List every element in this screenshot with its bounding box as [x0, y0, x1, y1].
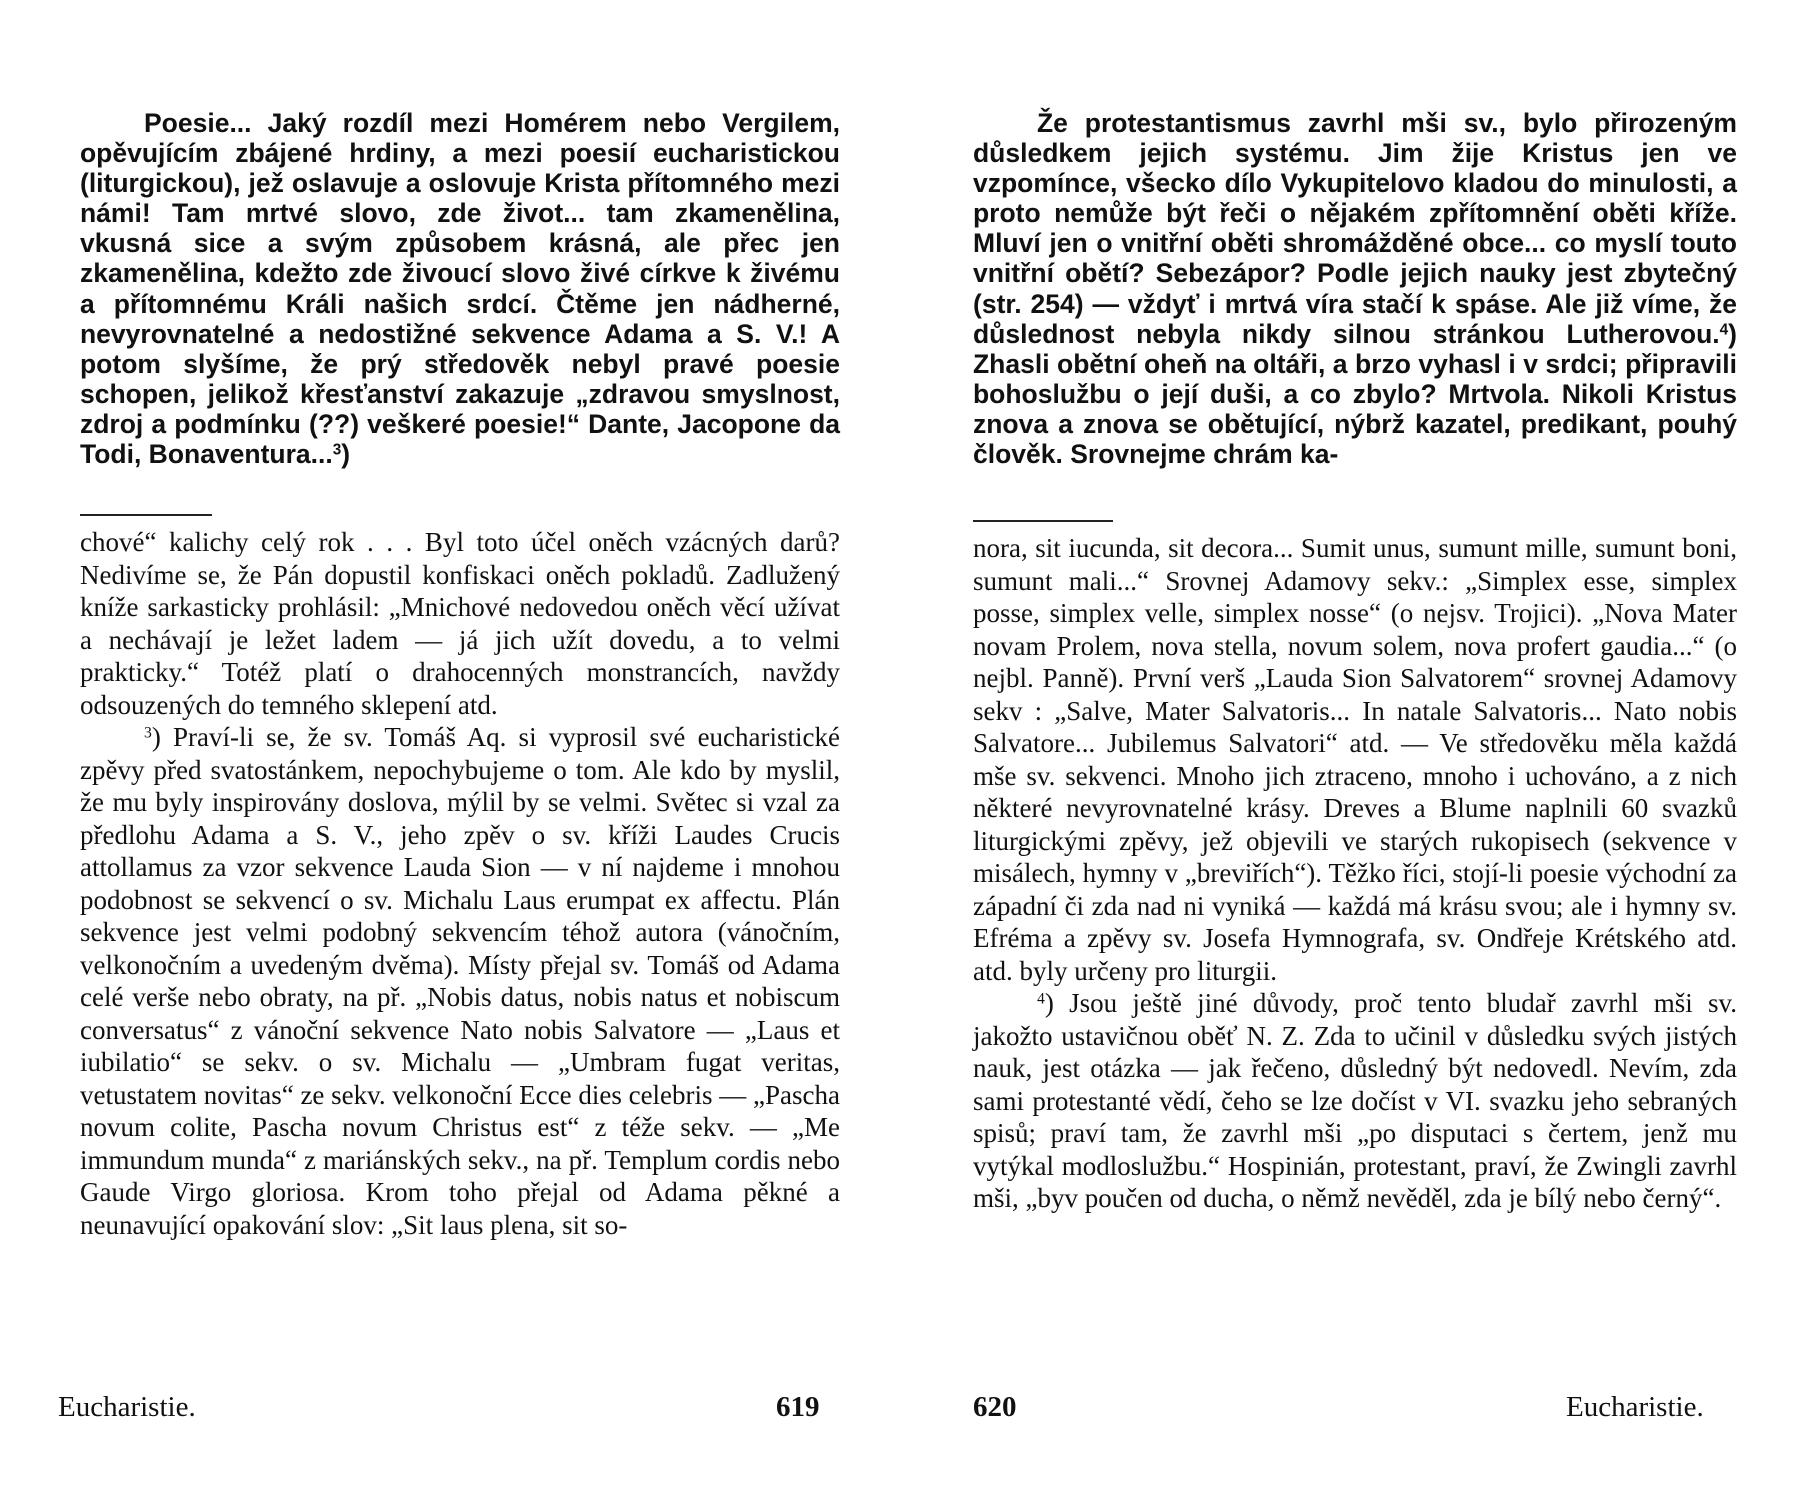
right-footnote-rule: [973, 520, 1113, 522]
right-main-paragraph-part-1: Že protestantismus zavrhl mši sv., bylo přirozeným důsledkem jejich systému. Jim žije Kristus jen ve vzpomínce, všecko dílo Vykupitelovo kladou do minulosti, a proto nemůže být řeči o nějakém zpřítomnění oběti kříže. Mluví jen o vnitřní oběti shromážděné obce... co myslí touto vnitřní obětí? Sebezápor? Podle jejich nauky jest zbytečný (str. 254) — vždyť i mrtvá víra stačí k spáse. Ale již víme, že důslednost nebyla nikdy silnou stránkou Lutherovou.: [973, 108, 1737, 349]
left-footnote-continuation: chové“ kalichy celý rok . . . Byl toto účel oněch vzácných darů? Nedivíme se, že Pán dopustil konfiskaci oněch pokladů. Zadlužený kníže sarkasticky prohlásil: „Mnichové nedovedou oněch věcí užívat a nechávají je ležet ladem — já jich užít dovedu, a to velmi prakticky.“ Totéž platí o drahocenných monstrancích, navždy odsouzených do temného sklepení atd.: [80, 527, 840, 720]
right-page: [901, 0, 1801, 1500]
right-footnote-4: [973, 987, 1737, 1215]
right-running-title: Eucharistie.: [1566, 1391, 1704, 1423]
left-page: [0, 0, 900, 1500]
left-footnote-3: [80, 721, 840, 1241]
left-running-title: Eucharistie.: [58, 1391, 196, 1423]
right-footnote-text: ) Jsou ještě jiné důvody, proč tento bludař zavrhl mši sv. jakožto ustavičnou oběť N. Z. Zda to učinil v důsledku svých jistých nauk, jest otázka — jak řečeno, důsledný být nedovedl. Nevím, zda sami protestanté vědí, čeho se lze dočíst v VI. svazku jeho sebraných spisů; praví tam, že zavrhl mši „po disputaci s čertem, jenž mu vytýkal modloslužbu.“ Hospinián, protestant, praví, že Zwingli zavrhl mši, „byv poučen od ducha, o němž nevěděl, zda je bílý nebo černý“.: [973, 988, 1737, 1213]
right-main-paragraph-part-2: ) Zhasli obětní oheň na oltáři, a brzo vyhasl i v srdci; připravili bohoslužbu o její duši, a co zbylo? Mrtvola. Nikoli Kristus znova a znova se obětující, nýbrž kazatel, predikant, pouhý člověk. Srovnejme chrám ka-: [973, 318, 1737, 470]
right-footnote-ref: 4: [1719, 321, 1729, 339]
right-footnotes: [973, 532, 1737, 1215]
left-footnote-ref: 3: [332, 441, 342, 459]
left-footnote-ref-paren: ): [341, 439, 351, 470]
left-footnote-number: 3: [144, 724, 152, 742]
left-main-text: [80, 108, 840, 469]
right-page-number: 620: [973, 1391, 1017, 1423]
right-main-text: [973, 108, 1737, 469]
left-footnote-rule: [80, 514, 212, 516]
left-page-number: 619: [776, 1391, 820, 1423]
left-footnote-text: ) Praví-li se, že sv. Tomáš Aq. si vyprosil své eucharistické zpěvy před svatostánkem, nepochybujeme o tom. Ale kdo by myslil, že mu byly inspirovány doslova, mýlil by se velmi. Světec si vzal za předlohu Adama a S. V., jeho zpěv o sv. kříži Laudes Crucis attollamus za vzor sekvence Lauda Sion — v ní najdeme i mnohou podobnost se sekvencí o sv. Michalu Laus erumpat ex affectu. Plán sekvence jest velmi podobný sekvencím téhož autora (vánočním, velkonočním a uvedeným dvěma). Místy přejal sv. Tomáš od Adama celé verše nebo obraty, na př. „Nobis datus, nobis natus et nobiscum conversatus“ z vánoční sekvence Nato nobis Salvatore — „Laus et iubilatio“ se sekv. o sv. Michalu — „Umbram fugat veritas, vetustatem novitas“ ze sekv. velkonoční Ecce dies celebris — „Pascha novum colite, Pascha novum Christus est“ z téže sekv. — „Me immundum munda“ z mariánských sekv., na př. Templum cordis nebo Gaude Virgo gloriosa. Krom toho přejal od Adama pěkné a neunavující opakování slov: „Sit laus plena, sit so-: [80, 722, 840, 1240]
left-footnotes: [80, 526, 840, 1241]
right-footnote-continuation: nora, sit iucunda, sit decora... Sumit unus, sumunt mille, sumunt boni, sumunt mali...“ Srovnej Adamovy sekv.: „Simplex esse, simplex posse, simplex velle, simplex nosse“ (o nejsv. Trojici). „Nova Mater novam Prolem, nova stella, novum solem, nova profert gaudia...“ (o nejbl. Panně). První verš „Lauda Sion Salvatorem“ srovnej Adamovy sekv : „Salve, Mater Salvatoris... In natale Salvatoris... Nato nobis Salvatore... Jubilemus Salvatori“ atd. — Ve středověku měla každá mše sv. sekvenci. Mnoho jich ztraceno, mnoho i uchováno, a z nich některé nevyrovnatelné krásy. Dreves a Blume naplnili 60 svazků liturgickými zpěvy, jež objevili ve starých rukopisech (sekvence v misálech, hymny v „breviřích“). Těžko říci, stojí-li poesie východní za západní či zda nad ni vyniká — každá má krásu svou; ale i hymny sv. Efréma a zpěvy sv. Josefa Hymnografa, sv. Ondřeje Krétského atd. atd. byly určeny pro liturgii.: [973, 533, 1737, 986]
left-main-paragraph: Poesie... Jaký rozdíl mezi Homérem nebo Vergilem, opěvujícím zbájené hrdiny, a mezi poesií eucharistickou (liturgickou), jež oslavuje a oslovuje Krista přítomného mezi námi! Tam mrtvé slovo, zde život... tam zkamenělina, vkusná sice a svým způsobem krásná, ale přec jen zkamenělina, kdežto zde živoucí slovo živé církve k živému a přítomnému Králi našich srdcí. Čtěme jen nádherné, nevyrovnatelné a nedostižné sekvence Adama a S. V.! A potom slyšíme, že prý středověk nebyl pravé poesie schopen, jelikož křesťanství zakazuje „zdravou smyslnost, zdroj a podmínku (??) veškeré poesie!“ Dante, Jacopone da Todi, Bonaventura...: [80, 108, 840, 470]
right-footnote-number: 4: [1037, 990, 1045, 1008]
